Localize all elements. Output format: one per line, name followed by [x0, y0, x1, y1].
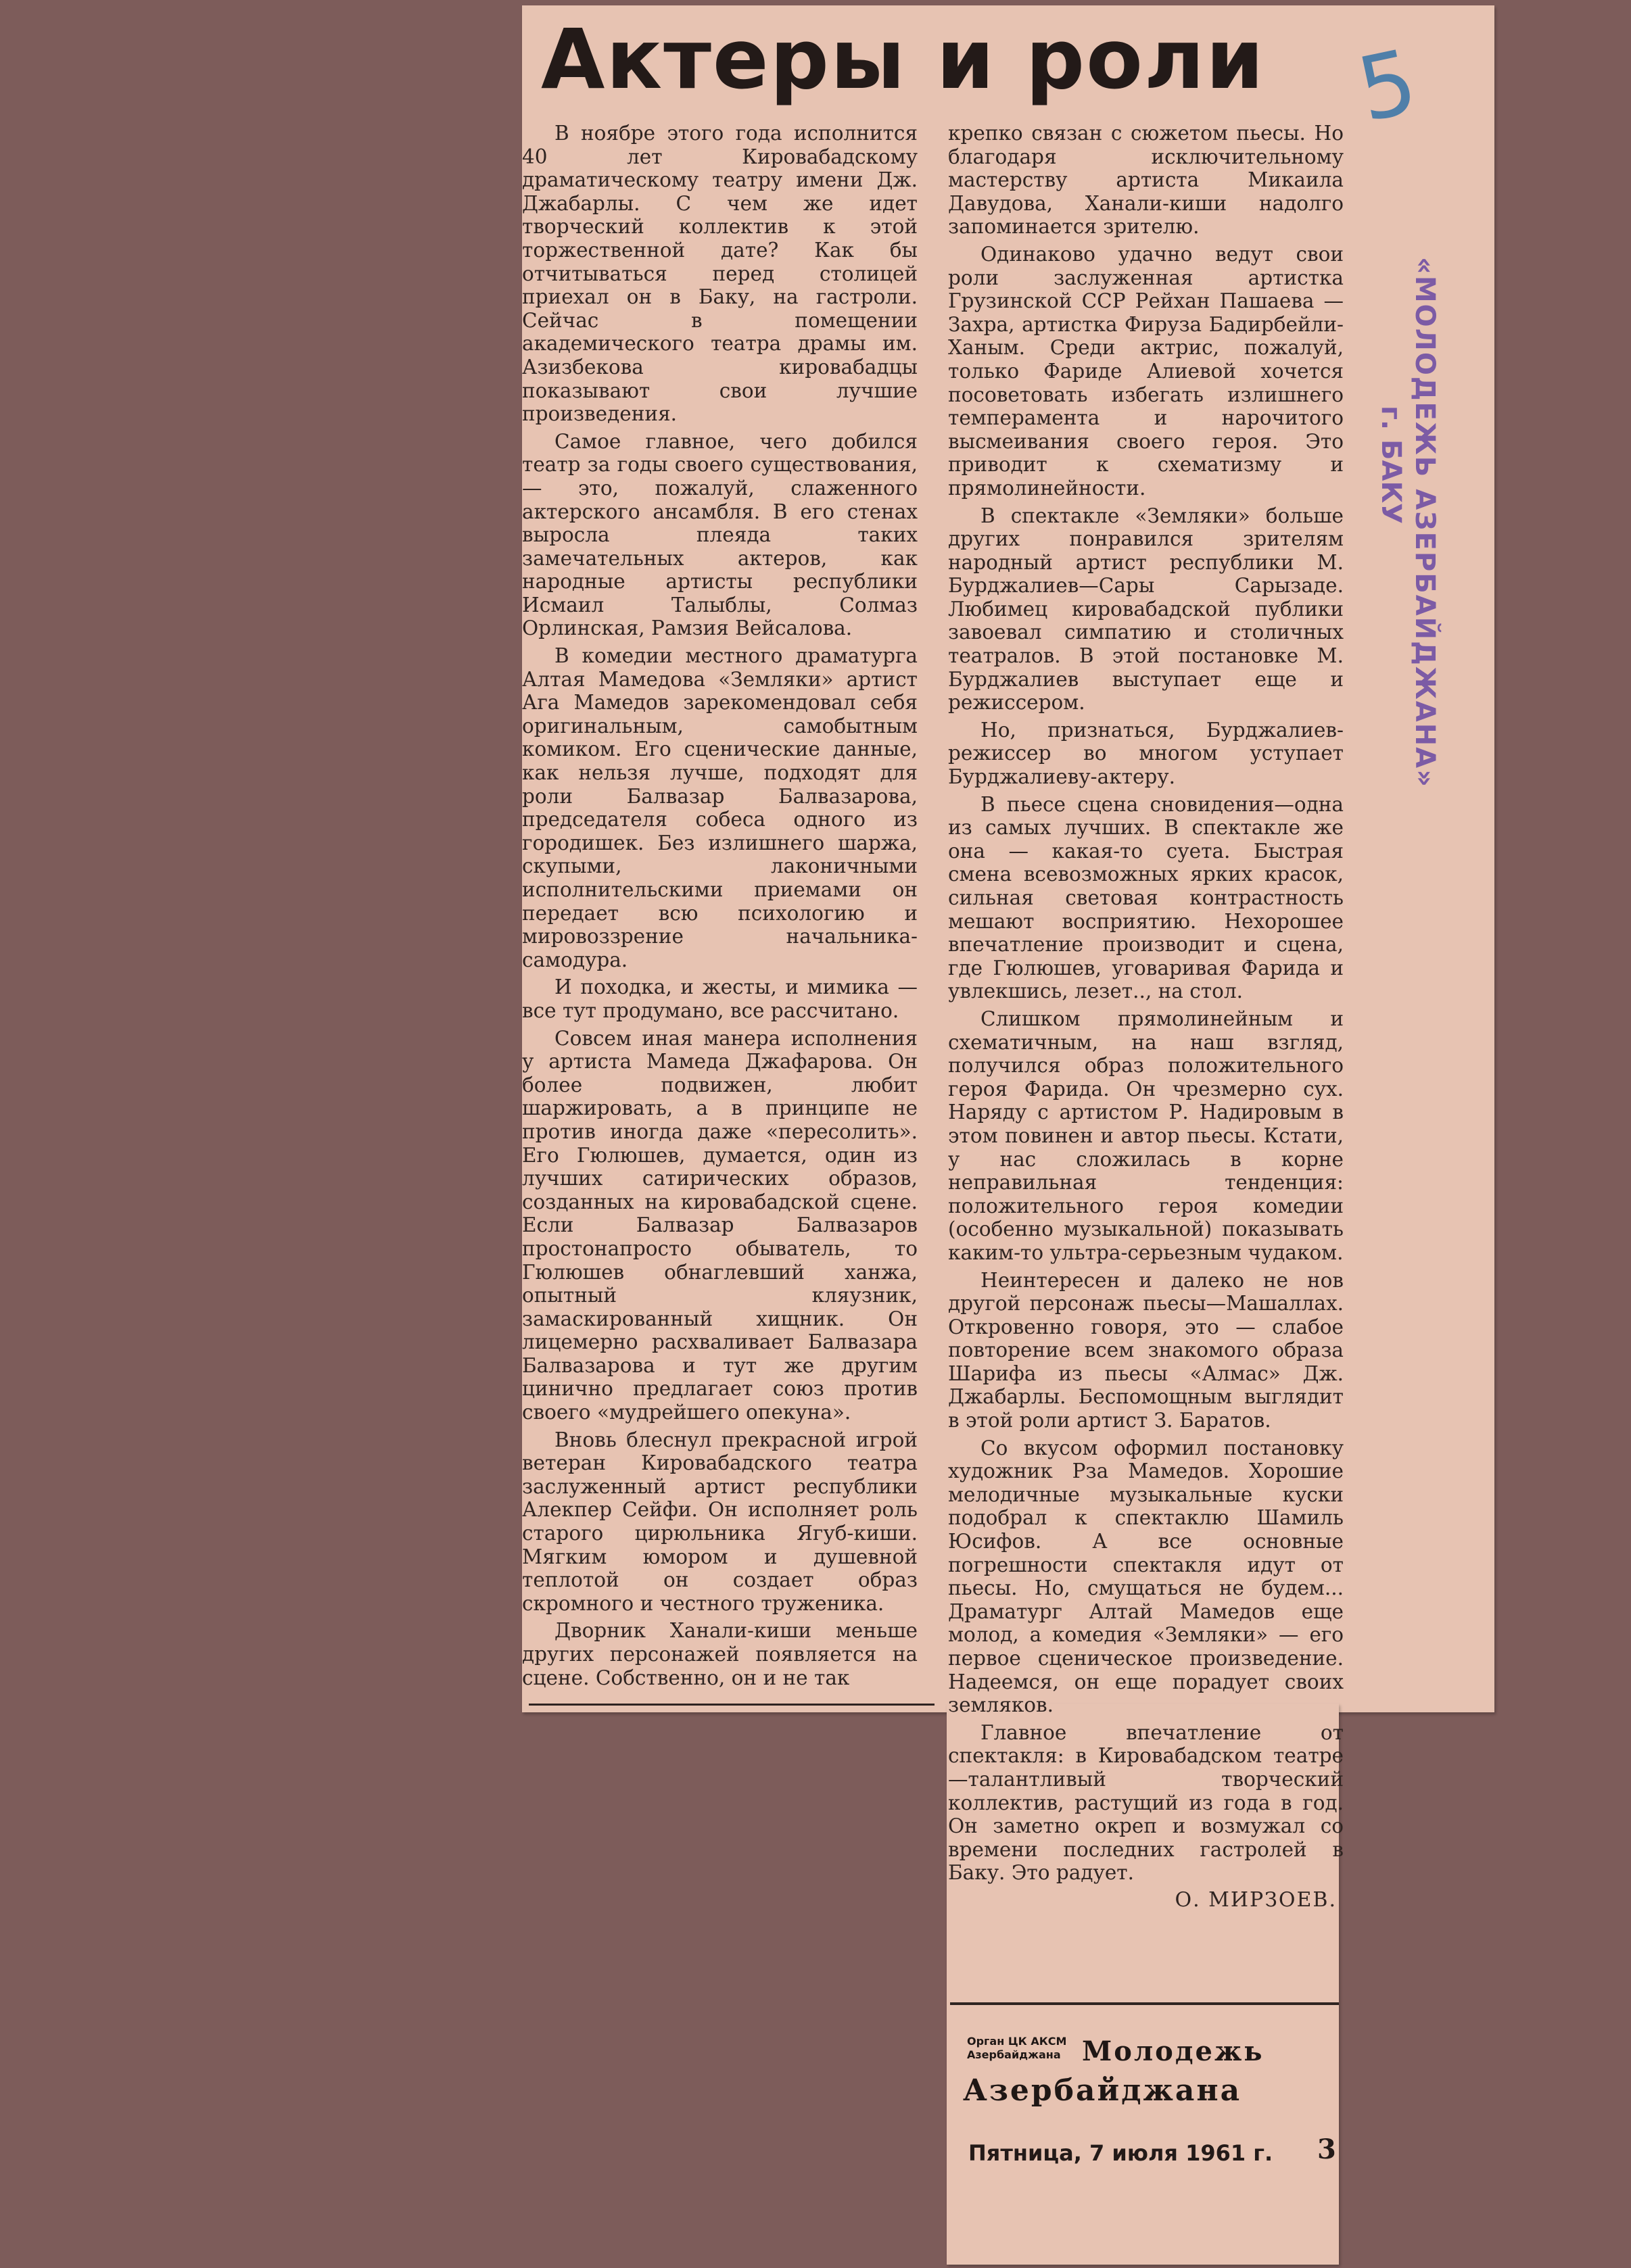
article-column-right: [948, 122, 1344, 1947]
paragraph: В ноябре этого года исполнится 40 лет Кировабадскому драматическому театру имени Дж. Джабарлы. С чем же идет творческий коллектив к этой торжественной дате? Как бы отчитываться перед столицей приехал он в Баку, на гастроли. Сейчас в помещении академического театра драмы им. Азизбекова кировабадцы показывают свои лучшие произведения.: [522, 122, 918, 426]
issue-date: Пятница, 7 июля 1961 г.: [968, 2140, 1273, 2166]
paragraph: Совсем иная манера исполнения у артиста Мамеда Джафарова. Он более подвижен, любит шаржировать, а в принципе не против иногда даже «пересолить». Его Гюлюшев, думается, один из лучших сатирических образов, созданных на кировабадской сцене. Если Балвазар Балвазаров простонапросто обыватель, то Гюлюшев обнаглевший ханжа, опытный кляузник, замаскированный хищник. Он лицемерно расхваливает Балвазара Балвазарова и тут же другим цинично предлагает союз против своего «мудрейшего опекуна».: [522, 1026, 918, 1424]
newspaper-masthead: [959, 2035, 1338, 2116]
stamp-newspaper-name: «МОЛОДЕЖЬ АЗЕРБАЙДЖАНА»: [1409, 257, 1440, 788]
paragraph: Но, признаться, Бурджалиев-режиссер во многом уступает Бурджалиеву-актеру.: [948, 718, 1344, 789]
masthead-organ-label: Орган ЦК АКСМ Азербайджана: [967, 2035, 1067, 2061]
masthead-title-line2: Азербайджана: [963, 2073, 1242, 2108]
paragraph: Вновь блеснул прекрасной игрой ветеран Кировабадского театра заслуженный артист республики Алекпер Сейфи. Он исполняет роль старого цирюльника Ягуб-киши. Мягким юмором и душевной теплотой он создает образ скромного и честного труженика.: [522, 1428, 918, 1615]
masthead-title-line1: Молодежь: [1082, 2035, 1264, 2067]
paragraph: В пьесе сцена сновидения—одна из самых лучших. В спектакле же она — какая-то суета. Быстрая смена всевозможных ярких красок, сильная световая контрастность мешают восприятию. Нехорошее впечатление производит и сцена, где Гюлюшев, уговаривая Фарида и увлекшись, лезет.., на стол.: [948, 792, 1344, 1003]
paragraph: И походка, и жесты, и мимика — все тут продумано, все рассчитано.: [522, 975, 918, 1022]
paragraph: В спектакле «Земляки» больше других понравился зрителям народный артист республики М. Бурджалиев—Сары Сарызаде. Любимец кировабадской публики завоевал симпатию и столичных театралов. В этой постановке М. Бурджалиев выступает еще и режиссером.: [948, 504, 1344, 715]
paragraph: Неинтересен и далеко не нов другой персонаж пьесы—Машаллах. Откровенно говоря, это — слабое повторение всем знакомого образа Шарифа из пьесы «Алмас» Дж. Джабарлы. Беспомощным выглядит в этой роли артист З. Баратов.: [948, 1268, 1344, 1432]
article-headline: Актеры и роли: [541, 11, 1265, 107]
paragraph: крепко связан с сюжетом пьесы. Но благодаря исключительному мастерству артиста Микаила Давудова, Ханали-киши надолго запоминается зрителю.: [948, 122, 1344, 239]
masthead-rule: [950, 2002, 1339, 2005]
column-end-rule: [529, 1704, 935, 1706]
stamp-city: г. БАКУ: [1375, 406, 1407, 524]
article-column-left: [522, 122, 918, 1689]
paragraph: Со вкусом оформил постановку художник Рза Мамедов. Хорошие мелодичные музыкальные куски подобрал к спектаклю Шамиль Юсифов. А все основные погрешности спектакля идут от пьесы. Но, смущаться не будем... Драматург Алтай Мамедов еще молод, а комедия «Земляки» — его первое сценическое произведение. Надеемся, он еще порадует своих земляков.: [948, 1436, 1344, 1717]
paragraph: Главное впечатление от спектакля: в Кировабадском театре—талантливый творческий коллектив, растущий из года в год. Он заметно окреп и возмужал со времени последних гастролей в Баку. Это радует.: [948, 1720, 1344, 1885]
author-signature: О. МИРЗОЕВ.: [1175, 1887, 1337, 1912]
paragraph: В комедии местного драматурга Алтая Мамедова «Земляки» артист Ага Мамедов зарекомендовал себя оригинальным, самобытным комиком. Его сценические данные, как нельзя лучше, подходят для роли Балвазар Балвазарова, председателя собеса одного из городишек. Без излишнего шаржа, скупыми, лаконичными исполнительскими приемами он передает всю психологию и мировоззрение начальника-самодура.: [522, 644, 918, 971]
handwritten-page-number: 5: [1349, 29, 1425, 142]
paragraph: Дворник Ханали-киши меньше других персонажей появляется на сцене. Собственно, он и не так: [522, 1619, 918, 1689]
page-number: 3: [1317, 2133, 1336, 2165]
paragraph: Самое главное, чего добился театр за годы своего существования, — это, пожалуй, слаженного актерского ансамбля. В его стенах выросла плеяда таких замечательных актеров, как народные артисты республики Исмаил Талыблы, Солмаз Орлинская, Рамзия Вейсалова.: [522, 429, 918, 640]
paragraph: Одинаково удачно ведут свои роли заслуженная артистка Грузинской ССР Рейхан Пашаева — Захра, артистка Фируза Бадирбейли-Ханым. Среди актрис, пожалуй, только Фариде Алиевой хочется посоветовать избегать излишнего темперамента и нарочитого высмеивания своего героя. Это приводит к схематизму и прямолинейности.: [948, 242, 1344, 500]
newspaper-stamp: [1366, 257, 1481, 788]
paragraph: Слишком прямолинейным и схематичным, на наш взгляд, получился образ положительного героя Фарида. Он чрезмерно сух. Наряду с артистом Р. Надировым в этом повинен и автор пьесы. Кстати, у нас сложилась в корне неправильная тенденция: положительного героя комедии (особенно музыкальной) показывать каким-то ультра-серьезным чудаком.: [948, 1007, 1344, 1264]
